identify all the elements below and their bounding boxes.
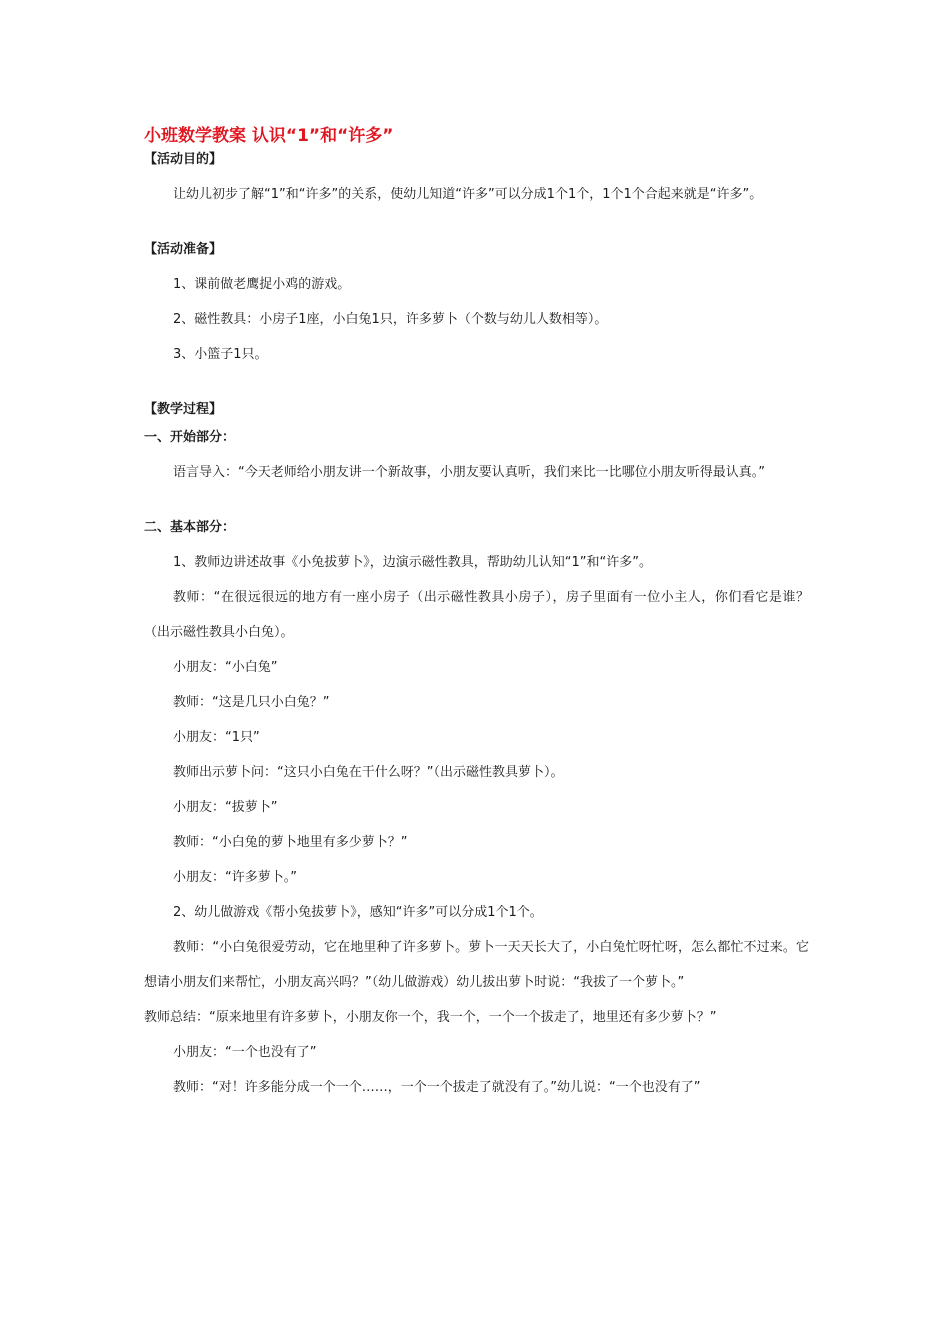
goal-paragraph: 让幼儿初步了解“1”和“许多”的关系，使幼儿知道“许多”可以分成1个1个，1个1个合起来就是“许多”。 [173,187,763,202]
document-title: 小班数学教案 认识“1”和“许多” [144,126,394,146]
basic-line: 教师：“小白兔的萝卜地里有多少萝卜？” [173,835,408,850]
basic-line: 小朋友：“一个也没有了” [173,1045,317,1060]
basic-line: 教师：“这是几只小白兔？” [173,695,330,710]
prep-item: 3、小篮子1只。 [173,347,268,362]
prep-item: 2、磁性教具：小房子1座，小白兔1只，许多萝卜（个数与幼儿人数相等）。 [173,312,608,327]
subsection-heading-start: 一、开始部分： [144,430,236,445]
basic-line: 教师总结：“原来地里有许多萝卜，小朋友你一个，我一个，一个一个拔走了，地里还有多少萝卜？” [144,1010,717,1025]
basic-line: 1、教师边讲述故事《小兔拔萝卜》，边演示磁性教具，帮助幼儿认知“1”和“许多”。 [173,555,652,570]
basic-line: 小朋友：“1只” [173,730,260,745]
basic-line: 教师：“对！许多能分成一个一个……，一个一个拔走了就没有了。”幼儿说：“一个也没有了” [173,1080,701,1095]
basic-line: 2、幼儿做游戏《帮小兔拔萝卜》，感知“许多”可以分成1个1个。 [173,905,543,920]
start-paragraph: 语言导入：“今天老师给小朋友讲一个新故事，小朋友要认真听，我们来比一比哪位小朋友听得最认真。” [173,465,765,480]
basic-line: 教师：“小白兔很爱劳动，它在地里种了许多萝卜。萝卜一天天长大了，小白兔忙呀忙呀，怎么都忙不过来。它想请小朋友们来帮忙，小朋友高兴吗？”（幼儿做游戏）幼儿拔出萝卜时说：“我拔了一个萝卜。” [144,940,809,990]
section-heading-process: 【教学过程】 [144,402,223,417]
basic-line: 小朋友：“拔萝卜” [173,800,278,815]
basic-line: 小朋友：“小白兔” [173,660,278,675]
section-heading-goal: 【活动目的】 [144,152,223,167]
section-heading-prep: 【活动准备】 [144,242,223,257]
document-body [144,123,809,1105]
prep-item: 1、课前做老鹰捉小鸡的游戏。 [173,277,351,292]
basic-line: 教师出示萝卜问：“这只小白兔在干什么呀？”（出示磁性教具萝卜）。 [173,765,564,780]
basic-line: 教师：“在很远很远的地方有一座小房子（出示磁性教具小房子），房子里面有一位小主人，你们看它是谁？（出示磁性教具小白兔）。 [144,590,809,640]
subsection-heading-basic: 二、基本部分： [144,520,236,535]
basic-line: 小朋友：“许多萝卜。” [173,870,297,885]
